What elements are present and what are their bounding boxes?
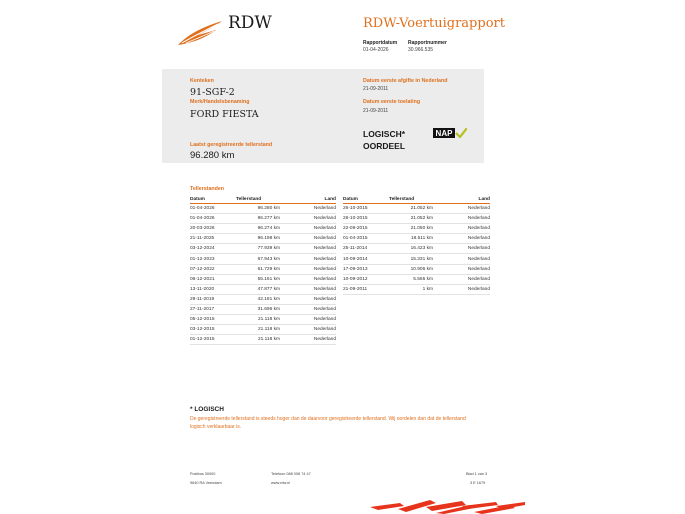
- col-date-header: Datum: [190, 195, 236, 204]
- odometer-section-title: Tellerstanden: [190, 186, 225, 192]
- cell-date: 26-10-2015: [343, 214, 389, 224]
- table-row: [343, 264, 490, 274]
- nap-badge-text: NAP: [435, 129, 453, 138]
- odometer-table-right: [343, 195, 490, 295]
- cell-km: 10.906 km: [389, 264, 433, 274]
- table-row: [190, 284, 336, 294]
- cell-land: Nederland: [280, 234, 336, 244]
- cell-km: 16.423 km: [389, 244, 433, 254]
- table-row: [190, 244, 336, 254]
- cell-land: Nederland: [433, 224, 490, 234]
- cell-date: 06-12-2021: [190, 274, 236, 284]
- cell-date: 10-09-2014: [343, 254, 389, 264]
- cell-km: 96.198 km: [236, 234, 280, 244]
- first-nl-date-label: Datum eerste afgifte in Nederland: [363, 78, 448, 84]
- cell-km: 5.565 km: [389, 274, 433, 284]
- cell-land: Nederland: [433, 244, 490, 254]
- first-admission-label: Datum eerste toelating: [363, 99, 421, 105]
- last-odometer-value: 96.280 km: [190, 150, 235, 161]
- cell-date: 01-12-2015: [190, 335, 236, 345]
- cell-km: 1 km: [389, 284, 433, 294]
- cell-km: 31.696 km: [236, 304, 280, 314]
- table-header-row: [343, 195, 490, 204]
- odometer-table-left: [190, 195, 336, 345]
- footer-website: www.rdw.nl: [271, 481, 290, 485]
- verdict: [363, 128, 405, 152]
- table-row: [343, 274, 490, 284]
- cell-date: 01-04-2026: [190, 204, 236, 214]
- cell-land: Nederland: [433, 284, 490, 294]
- cell-km: 18.511 km: [389, 234, 433, 244]
- cell-date: 03-12-2015: [190, 325, 236, 335]
- cell-land: Nederland: [280, 264, 336, 274]
- table-row: [190, 274, 336, 284]
- table-row: [343, 284, 490, 294]
- cell-land: Nederland: [433, 254, 490, 264]
- col-km-header: Tellerstand: [389, 195, 433, 204]
- cell-date: 27-11-2017: [190, 304, 236, 314]
- footer-postcode: 9640 RA Veendam: [190, 481, 222, 485]
- cell-date: 17-09-2013: [343, 264, 389, 274]
- cell-date: 10-09-2012: [343, 274, 389, 284]
- table-row: [190, 214, 336, 224]
- logo-text: RDW: [228, 13, 272, 33]
- cell-date: 20-03-2026: [190, 224, 236, 234]
- cell-land: Nederland: [280, 294, 336, 304]
- cell-date: 25-11-2014: [343, 244, 389, 254]
- cell-land: Nederland: [280, 254, 336, 264]
- cell-date: 21-09-2011: [343, 284, 389, 294]
- report-number-value: 30.966.535: [408, 47, 434, 53]
- table-row: [343, 204, 490, 214]
- cell-land: Nederland: [280, 315, 336, 325]
- report-number-label: Rapportnummer: [408, 40, 447, 46]
- cell-land: Nederland: [433, 234, 490, 244]
- cell-land: Nederland: [433, 264, 490, 274]
- report-date-value: 01-04-2026: [363, 47, 389, 53]
- cell-km: 21.050 km: [389, 224, 433, 234]
- col-date-header: Datum: [343, 195, 389, 204]
- cell-km: 67.943 km: [236, 254, 280, 264]
- cell-date: 29-11-2019: [190, 294, 236, 304]
- cell-date: 26-10-2015: [343, 204, 389, 214]
- make-label: Merk/Handelsbenaming: [190, 99, 250, 105]
- cell-date: 03-12-2024: [190, 244, 236, 254]
- verdict-line-1: LOGISCH*: [363, 129, 406, 139]
- cell-km: 21.052 km: [389, 204, 433, 214]
- cell-land: Nederland: [280, 214, 336, 224]
- table-row: [343, 224, 490, 234]
- cell-land: Nederland: [280, 204, 336, 214]
- cell-land: Nederland: [280, 244, 336, 254]
- table-row: [190, 325, 336, 335]
- cell-land: Nederland: [280, 335, 336, 345]
- footnote-title: * LOGISCH: [190, 406, 224, 413]
- table-row: [190, 264, 336, 274]
- table-row: [190, 234, 336, 244]
- table-row: [190, 315, 336, 325]
- table-row: [343, 254, 490, 264]
- col-land-header: Land: [280, 195, 336, 204]
- table-row: [190, 204, 336, 214]
- cell-land: Nederland: [280, 284, 336, 294]
- cell-km: 15.331 km: [389, 254, 433, 264]
- cell-land: Nederland: [280, 325, 336, 335]
- cell-date: 13-11-2020: [190, 284, 236, 294]
- cell-date: 01-04-2026: [190, 214, 236, 224]
- cell-date: 22-09-2015: [343, 224, 389, 234]
- cell-land: Nederland: [433, 274, 490, 284]
- cell-km: 96.280 km: [236, 204, 280, 214]
- plate-value: 91-SGF-2: [190, 87, 235, 98]
- nap-check-badge-icon: [433, 128, 467, 138]
- footer-postbus: Postbus 30000: [190, 472, 216, 476]
- table-header-row: [190, 195, 336, 204]
- cell-land: Nederland: [280, 224, 336, 234]
- table-row: [190, 294, 336, 304]
- make-value: FORD FIESTA: [190, 109, 259, 120]
- cell-date: 07-12-2022: [190, 264, 236, 274]
- footer-page: Blad 1 van 3: [466, 472, 488, 476]
- first-admission-value: 21-09-2011: [363, 108, 389, 114]
- cell-date: 21-11-2025: [190, 234, 236, 244]
- cell-km: 61.729 km: [236, 264, 280, 274]
- report-date-label: Rapportdatum: [363, 40, 398, 46]
- rdw-feather-logo-icon: [176, 19, 224, 47]
- cell-km: 21.118 km: [236, 315, 280, 325]
- table-row: [190, 254, 336, 264]
- document-title: RDW-Voertuigrapport: [363, 16, 505, 31]
- cell-date: 01-04-2015: [343, 234, 389, 244]
- table-row: [343, 234, 490, 244]
- footnote-text: De geregistreerde tellerstand is steeds hoger dan de daarvoor geregistreerde tellerstand. Wij oordelen dan dat de tellerstand logisch verklaarbaar is.: [190, 416, 466, 430]
- table-row: [190, 224, 336, 234]
- table-row: [343, 214, 490, 224]
- plate-label: Kenteken: [190, 78, 214, 84]
- cell-km: 96.274 km: [236, 224, 280, 234]
- cell-km: 96.277 km: [236, 214, 280, 224]
- cell-km: 47.877 km: [236, 284, 280, 294]
- cell-land: Nederland: [280, 304, 336, 314]
- cell-km: 21.118 km: [236, 325, 280, 335]
- verdict-line-2: OORDEEL: [363, 141, 406, 151]
- table-row: [190, 304, 336, 314]
- cell-land: Nederland: [280, 274, 336, 284]
- last-odometer-label: Laatst geregistreerde tellerstand: [190, 142, 273, 148]
- footer-brand-stripes-icon: [370, 497, 525, 514]
- first-nl-date-value: 21-09-2011: [363, 86, 389, 92]
- table-row: [343, 244, 490, 254]
- cell-land: Nederland: [433, 214, 490, 224]
- table-row: [190, 335, 336, 345]
- cell-km: 77.939 km: [236, 244, 280, 254]
- footer-code: 3 E 1679: [470, 481, 486, 485]
- col-km-header: Tellerstand: [236, 195, 280, 204]
- cell-km: 55.161 km: [236, 274, 280, 284]
- cell-km: 21.052 km: [389, 214, 433, 224]
- cell-land: Nederland: [433, 204, 490, 214]
- cell-km: 42.181 km: [236, 294, 280, 304]
- footer-telefoon: Telefoon 088 008 74 47: [271, 472, 311, 476]
- cell-date: 01-12-2023: [190, 254, 236, 264]
- cell-km: 21.118 km: [236, 335, 280, 345]
- cell-date: 05-12-2015: [190, 315, 236, 325]
- col-land-header: Land: [433, 195, 490, 204]
